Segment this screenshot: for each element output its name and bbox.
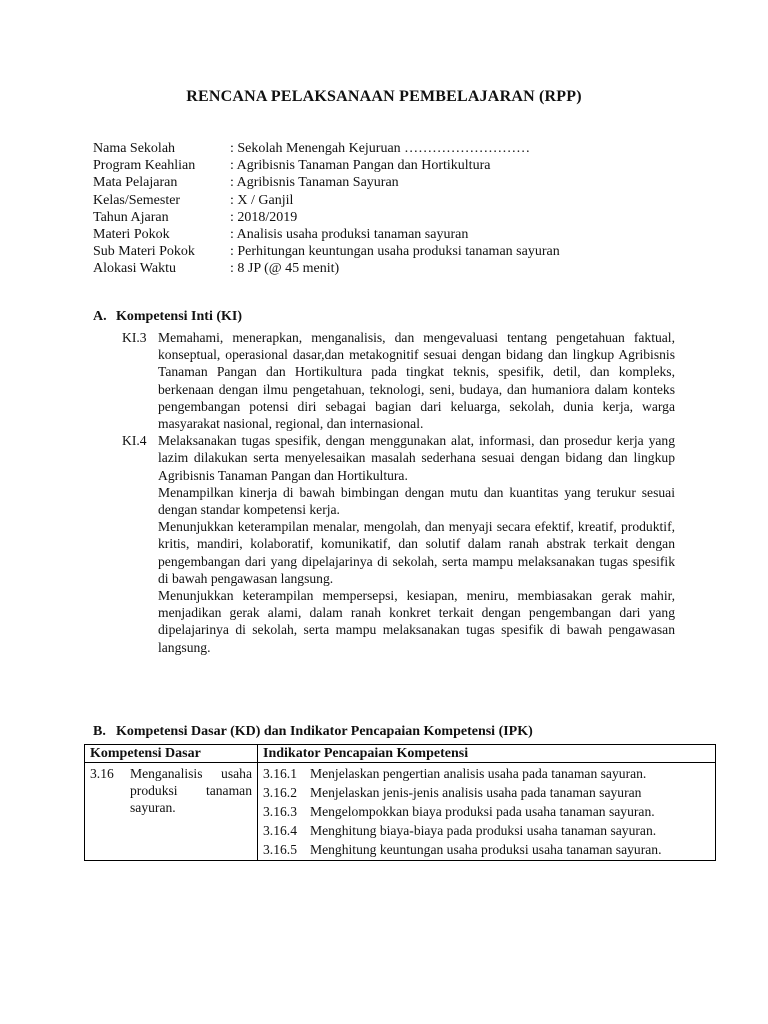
ipk-item [263, 803, 710, 820]
ipk-text: Menjelaskan pengertian analisis usaha pada tanaman sayuran. [310, 766, 647, 781]
ki-paragraph: Memahami, menerapkan, menganalisis, dan mengevaluasi tentang pengetahuan faktual, konseptual, operasional dasar,dan metakognitif sesuai dengan bidang dan lingkup Agribisnis Tanaman Pangan dan Hortikultura pada tingkat teknis, spesifik, detil, dan kompleks, berkenaan dengan ilmu pengetahuan, teknologi, seni, budaya, dan humaniora dalam konteks pengembangan potensi diri sebagai bagian dari keluarga, sekolah, dunia kerja, warga masyarakat nasional, regional, dan internasional. [158, 330, 675, 432]
identity-row [93, 226, 560, 243]
identity-row [93, 157, 560, 174]
section-b-title: Kompetensi Dasar (KD) dan Indikator Pencapaian Kompetensi (IPK) [116, 724, 533, 739]
identity-value: : Agribisnis Tanaman Pangan dan Hortikultura [230, 158, 491, 174]
ipk-code: 3.16.4 [263, 823, 297, 838]
kd-text: Menganalisis usaha produksi tanaman sayuran. [130, 766, 252, 815]
ipk-code: 3.16.5 [263, 842, 297, 857]
identity-label: Sub Materi Pokok [93, 244, 195, 260]
ipk-item [263, 841, 710, 858]
ipk-code: 3.16.3 [263, 804, 297, 819]
ki-body [158, 329, 675, 432]
ki-paragraph: Menunjukkan keterampilan menalar, mengolah, dan menyaji secara efektif, kreatif, produktif, kritis, mandiri, kolaboratif, komunikatif, dan solutif dalam ranah abstrak terkait dengan pengembangan dari yang dipelajarinya di sekolah, serta mampu melaksanakan tugas spesifik di bawah pengawasan langsung. [158, 519, 675, 586]
identity-value: : 8 JP (@ 45 menit) [230, 261, 340, 277]
section-a-heading [93, 309, 242, 325]
ipk-code: 3.16.2 [263, 785, 297, 800]
identity-row [93, 174, 560, 191]
identity-row [93, 260, 560, 277]
identity-value: : X / Ganjil [230, 192, 294, 208]
ipk-item [263, 784, 710, 801]
identity-value: : Analisis usaha produksi tanaman sayuran [230, 226, 469, 242]
ipk-text: Menghitung keuntungan usaha produksi usaha tanaman sayuran. [310, 842, 662, 857]
ipk-code: 3.16.1 [263, 766, 297, 781]
ki-list [122, 329, 675, 656]
ipk-item [263, 765, 710, 782]
header-kompetensi-dasar: Kompetensi Dasar [85, 745, 258, 763]
kd-code: 3.16 [90, 766, 114, 781]
identity-value: : Sekolah Menengah Kejuruan ……………………… [230, 141, 531, 156]
identity-label: Kelas/Semester [93, 192, 181, 208]
ki-code: KI.4 [122, 433, 147, 449]
kd-cell [85, 763, 258, 861]
identity-label: Materi Pokok [93, 226, 170, 242]
section-a-number: A. [93, 309, 107, 324]
ipk-text: Menjelaskan jenis-jenis analisis usaha pada tanaman sayuran [310, 785, 642, 800]
ipk-item [263, 822, 710, 839]
ipk-cell [258, 763, 716, 861]
identity-value: : Perhitungan keuntungan usaha produksi tanaman sayuran [230, 244, 560, 260]
ki-code: KI.3 [122, 330, 147, 345]
ki-paragraph: Menampilkan kinerja di bawah bimbingan dengan mutu dan kuantitas yang terukur sesuai dengan standar kompetensi kerja. [158, 484, 675, 518]
kd-ipk-table [84, 744, 716, 861]
identity-row [93, 140, 560, 157]
ipk-text: Menghitung biaya-biaya pada produksi usaha tanaman sayuran. [310, 823, 657, 838]
identity-value: : 2018/2019 [230, 209, 298, 225]
identity-label: Nama Sekolah [93, 141, 176, 156]
identity-label: Mata Pelajaran [93, 175, 178, 191]
identity-row [93, 243, 560, 260]
identity-label: Tahun Ajaran [93, 209, 169, 225]
identity-label: Program Keahlian [93, 158, 196, 174]
ki-item [122, 329, 675, 432]
ki-paragraph: Melaksanakan tugas spesifik, dengan menggunakan alat, informasi, dan prosedur kerja yang lazim dilakukan serta menyelesaikan masalah sederhana sesuai dengan bidang dan lingkup Agribisnis Tanaman Pangan dan Hortikultura. [158, 433, 675, 483]
table-row [85, 763, 716, 861]
ki-body [158, 432, 675, 656]
ipk-text: Mengelompokkan biaya produksi pada usaha tanaman sayuran. [310, 804, 655, 819]
ki-item [122, 432, 675, 656]
ki-paragraph: Menunjukkan keterampilan mempersepsi, kesiapan, meniru, membiasakan gerak mahir, menjadikan gerak alami, dalam ranah konkret terkait dengan pengembangan dari yang dipelajarinya di sekolah, serta mampu melaksanakan tugas spesifik di bawah pengawasan langsung. [158, 588, 675, 655]
section-b-heading [93, 724, 533, 740]
identity-row [93, 192, 560, 209]
section-b-number: B. [93, 724, 106, 739]
table-header-row [85, 745, 716, 763]
section-a-title: Kompetensi Inti (KI) [116, 309, 242, 324]
identity-row [93, 209, 560, 226]
identity-label: Alokasi Waktu [93, 261, 176, 277]
identity-block [93, 140, 560, 278]
identity-value: : Agribisnis Tanaman Sayuran [230, 175, 399, 191]
header-indikator: Indikator Pencapaian Kompetensi [258, 745, 716, 763]
document-title: RENCANA PELAKSANAAN PEMBELAJARAN (RPP) [186, 88, 582, 105]
